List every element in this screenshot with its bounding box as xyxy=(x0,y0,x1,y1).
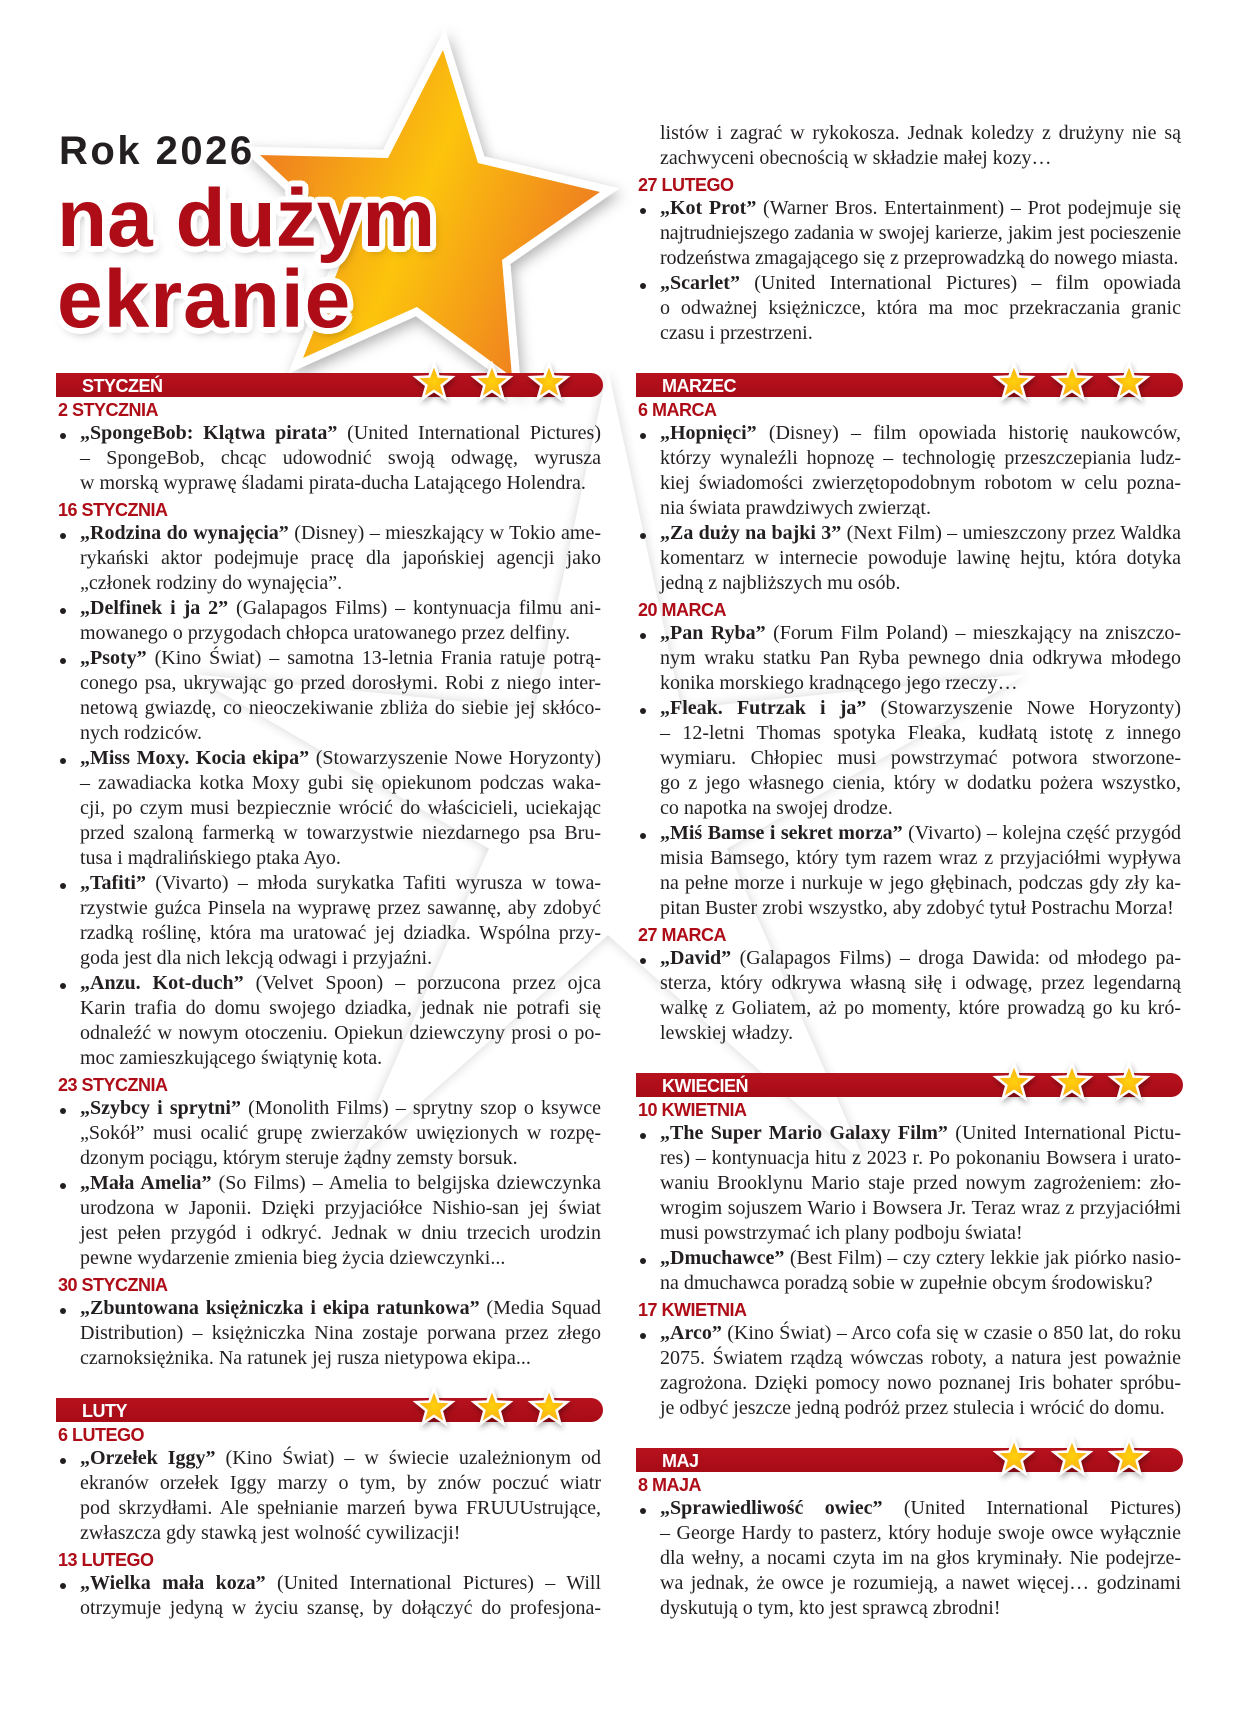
film-description-line: którzy wynaleźli hopnozę – technologię przeszczepiania ludz- xyxy=(660,447,1181,469)
film-description-line: otrzymuje jedyną w życiu szansę, by dołączyć do profesjona- xyxy=(80,1597,601,1619)
release-date-heading: 13 LUTEGO xyxy=(58,1550,154,1570)
film-item xyxy=(56,1298,603,1373)
bullet-icon xyxy=(60,758,66,764)
film-description-line: tusa i mądralińskiego ptaka Ayo. xyxy=(80,847,341,869)
bullet-icon xyxy=(60,658,66,664)
film-description-line: – 12-letni Thomas spotyka Fleaka, kudłatą istotę z innego xyxy=(660,722,1181,744)
month-header xyxy=(636,1073,1183,1098)
film-distributor-and-summary: (United International Pictures) xyxy=(903,1497,1182,1519)
film-distributor-and-summary: (Vivarto) – kolejna część przygód xyxy=(908,822,1182,844)
bullet-icon xyxy=(60,1308,66,1314)
star-icon xyxy=(474,364,510,398)
film-distributor-and-summary: (Stowarzyszenie Nowe Horyzonty) xyxy=(880,697,1181,719)
film-description-line: je odbyć jeszcze jedną podróż przez stulecia i wrócić do domu. xyxy=(660,1397,1165,1419)
film-first-line xyxy=(56,523,603,548)
film-description-line: odnaleźć w nowym otoczeniu. Opiekun dziewczyny prosi o po- xyxy=(80,1022,601,1044)
film-description-line: mowanego o przygodach chłopca uratowanego przez delfiny. xyxy=(80,622,571,644)
film-description-line: waniu Brooklynu Mario staje przed nowym zagrożeniem: zło- xyxy=(660,1172,1181,1194)
film-distributor-and-summary: (Disney) – mieszkający w Tokio ame- xyxy=(294,522,601,544)
film-title: „Rodzina do wynajęcia” xyxy=(80,522,289,544)
film-description-line: – George Hardy to pasterz, który hoduje swoje owce wyłącznie xyxy=(660,1522,1181,1544)
film-description-line: listów i zagrać w rykokosza. Jednak koledzy z drużyny nie są xyxy=(660,122,1181,144)
film-description-line: netową gwiazdę, co nieoczekiwanie zbliża do siebie jej skłóco- xyxy=(80,697,601,719)
film-distributor-and-summary: (Media Squad xyxy=(486,1297,601,1319)
film-distributor-and-summary: (Velvet Spoon) – porzucona przez ojca xyxy=(255,972,601,994)
month-header xyxy=(636,1448,1183,1473)
film-description-line: zwłaszcza gdy stawką jest wolność cywilizacji! xyxy=(80,1522,461,1544)
film-item xyxy=(636,198,1183,273)
film-item xyxy=(636,948,1183,1048)
film-title: „Delfinek i ja 2” xyxy=(80,597,229,619)
film-first-line xyxy=(636,1498,1183,1523)
bullet-icon xyxy=(640,283,646,289)
left-column xyxy=(56,373,603,1623)
star-icon xyxy=(531,364,567,398)
film-first-line xyxy=(636,273,1183,298)
film-title: „Miss Moxy. Kocia ekipa” xyxy=(80,747,310,769)
bullet-icon xyxy=(640,1333,646,1339)
film-first-line xyxy=(56,873,603,898)
film-title: „Miś Bamse i sekret morza” xyxy=(660,822,903,844)
film-description-line: 2075. Światem rządzą wówczas roboty, a natura jest poważnie xyxy=(660,1347,1181,1369)
film-title: „Mała Amelia” xyxy=(80,1172,212,1194)
release-date-heading: 27 LUTEGO xyxy=(638,175,734,195)
film-description-line: nym wraku statku Pan Ryba pewnego dnia odkrywa młodego xyxy=(660,647,1181,669)
bullet-icon xyxy=(640,633,646,639)
bullet-icon xyxy=(60,608,66,614)
film-distributor-and-summary: (Galapagos Films) – kontynuacja filmu ani- xyxy=(236,597,602,619)
film-distributor-and-summary: (Kino Świat) – samotna 13-letnia Frania ratuje potrą- xyxy=(154,647,601,669)
bullet-icon xyxy=(60,433,66,439)
film-description-line: – zawadiacka kotka Moxy gubi się opiekunom podczas waka- xyxy=(80,772,601,794)
film-description-line: jest pełen przygód i odkryć. Jednak w dniu trzecich urodzin xyxy=(80,1222,601,1244)
film-item xyxy=(56,648,603,748)
film-item xyxy=(636,523,1183,598)
film-description-line: pitan Buster zrobi wszystko, aby zdobyć tytuł Postrachu Morza! xyxy=(660,897,1174,919)
star-icon xyxy=(416,364,452,398)
film-description-line: „Sokół” musi ocalić grupę zwierzaków uwięzionych w rozpę- xyxy=(80,1122,601,1144)
film-item xyxy=(56,873,603,973)
release-date-heading: 30 STYCZNIA xyxy=(58,1275,168,1295)
film-distributor-and-summary: (Kino Świat) – w świecie uzależnionym od xyxy=(225,1447,601,1469)
month-header xyxy=(56,1398,603,1423)
month-header xyxy=(56,373,603,398)
film-title: „Zbuntowana księżniczka i ekipa ratunkowa” xyxy=(80,1297,480,1319)
film-description-line: Karin trafia do domu swojego dziadka, jednak nie potrafi się xyxy=(80,997,601,1019)
film-description-line: konika morskiego kradnącego jego rzeczy… xyxy=(660,672,1018,694)
film-item xyxy=(636,1323,1183,1423)
film-item xyxy=(56,1448,603,1548)
film-description-line: na pełne morze i nurkuje w jego głębinach, podczas gdy zły ka- xyxy=(660,872,1181,894)
bullet-icon xyxy=(640,1258,646,1264)
film-title: „David” xyxy=(660,947,732,969)
film-description-line: cji, po czym musi bezpiecznie wrócić do właścicieli, uciekając xyxy=(80,797,601,819)
film-description-line: wa jednak, że owce je rozumieją, a nawet więcej… godzinami xyxy=(660,1572,1181,1594)
film-first-line xyxy=(636,198,1183,223)
film-title: „Hopnięci” xyxy=(660,422,757,444)
bullet-icon xyxy=(60,533,66,539)
film-title: „The Super Mario Galaxy Film” xyxy=(660,1122,948,1144)
film-first-line xyxy=(56,1298,603,1323)
film-description-line: goda jest dla nich lekcją odwagi i przyjaźni. xyxy=(80,947,433,969)
film-title: „Sprawiedliwość owiec” xyxy=(660,1497,883,1519)
film-description-line: res) – kontynuacja hitu z 2023 r. Po pokonaniu Bowsera i urato- xyxy=(660,1147,1181,1169)
film-item xyxy=(56,1173,603,1273)
release-date-heading: 6 LUTEGO xyxy=(58,1425,145,1445)
star-icon xyxy=(1054,1064,1090,1098)
film-distributor-and-summary: (So Films) – Amelia to belgijska dziewczynka xyxy=(218,1172,601,1194)
release-date-heading: 23 STYCZNIA xyxy=(58,1075,168,1095)
star-icon xyxy=(1111,1439,1147,1473)
film-title: „SpongeBob: Klątwa pirata” xyxy=(80,422,338,444)
release-date-heading: 8 MAJA xyxy=(638,1475,702,1495)
film-distributor-and-summary: (Stowarzyszenie Nowe Horyzonty) xyxy=(315,747,601,769)
film-title: „Orzełek Iggy” xyxy=(80,1447,216,1469)
star-icon xyxy=(1111,1064,1147,1098)
film-title: „Tafiti” xyxy=(80,872,146,894)
film-distributor-and-summary: (Best Film) – czy cztery lekkie jak piórko nasio- xyxy=(789,1247,1181,1269)
right-column xyxy=(636,123,1183,1623)
film-first-line xyxy=(636,1323,1183,1348)
film-first-line xyxy=(56,598,603,623)
film-description-line: najtrudniejszego zadania w swojej karierze, jakim jest pocieszenie xyxy=(660,222,1181,244)
month-label: MARZEC xyxy=(662,376,736,396)
film-first-line xyxy=(636,948,1183,973)
film-description-line: dla wełny, a nocami czyta im na głos kryminały. Nie podejrze- xyxy=(660,1547,1181,1569)
page-title-line-2: ekranie xyxy=(57,254,352,345)
release-date-heading: 20 MARCA xyxy=(638,600,727,620)
bullet-icon xyxy=(640,533,646,539)
film-item xyxy=(636,423,1183,523)
film-item xyxy=(56,1573,603,1623)
release-date-heading: 27 MARCA xyxy=(638,925,727,945)
film-description-line: conego psa, ukrywając go przed dorosłymi. Robi z niego inter- xyxy=(80,672,601,694)
bullet-icon xyxy=(640,433,646,439)
film-title: „Wielka mała koza” xyxy=(80,1572,266,1594)
film-first-line xyxy=(56,973,603,998)
bullet-icon xyxy=(60,883,66,889)
bullet-icon xyxy=(640,1133,646,1139)
film-description-line: ekranów orzełek Iggy marzy o tym, by znów poczuć wiatr xyxy=(80,1472,601,1494)
star-icon xyxy=(996,364,1032,398)
film-first-line xyxy=(636,623,1183,648)
film-description-line: moc zamieszkującego świątynię kota. xyxy=(80,1047,383,1069)
film-item xyxy=(636,1248,1183,1298)
film-description-line: czasu i przestrzeni. xyxy=(660,322,813,344)
film-first-line xyxy=(636,423,1183,448)
film-description-line: rzystwie guźca Pinsela na wyprawę przez sawannę, aby zdobyć xyxy=(80,897,601,919)
film-description-line: go z jego własnego cienia, który w dodatku pożera wszystko, xyxy=(660,772,1181,794)
film-description-line: sterza, który odkrywa własną siłę i odwagę, przez legendarną xyxy=(660,972,1181,994)
month-label: KWIECIEŃ xyxy=(662,1076,748,1096)
film-description-line: dyskutują o tym, kto jest sprawcą zbrodni! xyxy=(660,1597,1001,1619)
film-first-line xyxy=(56,748,603,773)
film-first-line xyxy=(56,1098,603,1123)
bullet-icon xyxy=(640,958,646,964)
year-label: Rok 2026 xyxy=(59,129,255,173)
month-header xyxy=(636,373,1183,398)
page-title-line-1: na dużym xyxy=(57,173,436,264)
bullet-icon xyxy=(60,1583,66,1589)
film-description-line: nia świata prawdziwych zwierząt. xyxy=(660,497,931,519)
bullet-icon xyxy=(640,833,646,839)
star-icon xyxy=(474,1389,510,1423)
bullet-icon xyxy=(640,708,646,714)
star-icon xyxy=(996,1439,1032,1473)
star-icon xyxy=(996,1064,1032,1098)
film-first-line xyxy=(56,1448,603,1473)
film-first-line xyxy=(56,423,603,448)
film-title: „Arco” xyxy=(660,1322,722,1344)
film-title: „Psoty” xyxy=(80,647,147,669)
film-description-line: rodzeństwa zmagającego się z przeprowadzką do nowego miasta. xyxy=(660,247,1179,269)
star-icon xyxy=(1111,364,1147,398)
film-description-line: dzonym pociągu, którym steruje żądny zemsty borsuk. xyxy=(80,1147,518,1169)
film-description-line: przed szaloną farmerką w towarzystwie niezdarnego psa Bru- xyxy=(80,822,601,844)
release-date-heading: 2 STYCZNIA xyxy=(58,400,159,420)
film-description-line: rykański aktor podejmuje pracę dla japońskiej agencji jako xyxy=(80,547,601,569)
release-date-heading: 17 KWIETNIA xyxy=(638,1300,747,1320)
film-description-line: zachwyceni obecnością w składzie małej kozy… xyxy=(660,147,1052,169)
bullet-icon xyxy=(60,1183,66,1189)
film-item xyxy=(56,598,603,648)
film-first-line xyxy=(636,523,1183,548)
film-title: „Fleak. Futrzak i ja” xyxy=(660,697,867,719)
bullet-icon xyxy=(60,983,66,989)
film-description-line: wymiaru. Chłopiec musi powstrzymać potwora stworzone- xyxy=(660,747,1181,769)
film-description-line: o odważnej księżniczce, która ma moc przekraczania granic xyxy=(660,297,1181,319)
release-date-heading: 16 STYCZNIA xyxy=(58,500,168,520)
film-item xyxy=(636,273,1183,348)
film-description-line: w morską wyprawę śladami pirata-ducha Latającego Holendra. xyxy=(80,472,586,494)
month-label: LUTY xyxy=(82,1401,127,1421)
film-first-line xyxy=(636,698,1183,723)
film-description-line: czarnoksiężnika. Na ratunek jej rusza nietypowa ekipa... xyxy=(80,1347,531,1369)
film-description-line: na dmuchawca poradzą sobie w zupełnie obcym środowisku? xyxy=(660,1272,1153,1294)
film-distributor-and-summary: (Disney) – film opowiada historię naukowców, xyxy=(768,422,1181,444)
film-description-line: pod skrzydłami. Ale spełnianie marzeń bywa FRUUUstrujące, xyxy=(80,1497,601,1519)
film-first-line xyxy=(636,1123,1183,1148)
star-icon xyxy=(531,1389,567,1423)
film-title: „Kot Prot” xyxy=(660,197,757,219)
film-title: „Za duży na bajki 3” xyxy=(660,522,842,544)
film-item xyxy=(636,623,1183,698)
film-title: „Anzu. Kot-duch” xyxy=(80,972,244,994)
bullet-icon xyxy=(640,1508,646,1514)
film-item xyxy=(56,1098,603,1173)
film-distributor-and-summary: (Monolith Films) – sprytny szop o ksywce xyxy=(248,1097,602,1119)
bullet-icon xyxy=(640,208,646,214)
month-label: MAJ xyxy=(662,1451,699,1471)
film-description-line: walkę z Goliatem, aż po momenty, które prowadzą go ku kró- xyxy=(660,997,1181,1019)
film-description-line: kiej świadomości zwierzętopodobnym robotom w celu pozna- xyxy=(660,472,1181,494)
bullet-icon xyxy=(60,1458,66,1464)
film-description-line: – SpongeBob, chcąc udowodnić swoją odwagę, wyrusza xyxy=(80,447,601,469)
film-first-line xyxy=(636,823,1183,848)
film-first-line xyxy=(56,1573,603,1598)
film-distributor-and-summary: (Vivarto) – młoda surykatka Tafiti wyrusza w towa- xyxy=(155,872,602,894)
bullet-icon xyxy=(60,1108,66,1114)
release-date-heading: 10 KWIETNIA xyxy=(638,1100,747,1120)
film-item xyxy=(636,1123,1183,1248)
film-description-line: lewskiej władzy. xyxy=(660,1022,794,1044)
film-item xyxy=(636,1498,1183,1623)
film-first-line xyxy=(56,1173,603,1198)
star-icon xyxy=(1054,1439,1090,1473)
film-title: „Pan Ryba” xyxy=(660,622,766,644)
film-item xyxy=(56,423,603,498)
film-item xyxy=(56,748,603,873)
film-description-line: urodzona w Japonii. Dzięki przyjaciółce Nishio-san jej świat xyxy=(80,1197,601,1219)
film-item-continued xyxy=(636,123,1183,173)
film-title: „Scarlet” xyxy=(660,272,740,294)
film-distributor-and-summary: (United International Pictures) – film opowiada xyxy=(754,272,1182,294)
film-description-line: Distribution) – księżniczka Nina zostaje porwana przez złego xyxy=(80,1322,601,1344)
film-description-line: co napotka na swojej drodze. xyxy=(660,797,893,819)
film-description-line: wrogim sojuszem Wario i Bowsera Jr. Teraz wraz z przyjaciółmi xyxy=(660,1197,1181,1219)
release-date-heading: 6 MARCA xyxy=(638,400,717,420)
film-description-line: „członek rodziny do wynajęcia”. xyxy=(80,572,343,594)
film-distributor-and-summary: (United International Pictures) xyxy=(347,422,601,444)
film-title: „Szybcy i sprytni” xyxy=(80,1097,241,1119)
film-description-line: pewne wydarzenie zmienia bieg życia dziewczynki... xyxy=(80,1247,506,1269)
star-icon xyxy=(416,1389,452,1423)
film-description-line: misia Bamsego, który tym razem wraz z przyjaciółmi wypływa xyxy=(660,847,1181,869)
film-item xyxy=(636,698,1183,823)
star-icon xyxy=(1054,364,1090,398)
film-distributor-and-summary: (Galapagos Films) – droga Dawida: od młodego pa- xyxy=(739,947,1181,969)
film-distributor-and-summary: (Forum Film Poland) – mieszkający na zniszczo- xyxy=(773,622,1182,644)
film-distributor-and-summary: (Kino Świat) – Arco cofa się w czasie o 850 lat, do roku xyxy=(727,1322,1182,1344)
film-distributor-and-summary: (Warner Bros. Entertainment) – Prot podejmuje się xyxy=(763,197,1182,219)
film-distributor-and-summary: (United International Pictures) – Will xyxy=(276,1572,602,1594)
film-first-line xyxy=(56,648,603,673)
film-first-line xyxy=(636,1248,1183,1273)
film-distributor-and-summary: (United International Pictu- xyxy=(955,1122,1182,1144)
film-description-line: musi powstrzymać ich plany podboju świata! xyxy=(660,1222,1023,1244)
film-description-line: nych rodziców. xyxy=(80,722,202,744)
film-item xyxy=(56,523,603,598)
film-description-line: rzadką roślinę, która ma uratować jej dziadka. Wspólna przy- xyxy=(80,922,601,944)
film-description-line: jedną z najbliższych mu osób. xyxy=(660,572,901,594)
film-description-line: komentarz w internecie powoduje lawinę hejtu, która dotyka xyxy=(660,547,1181,569)
month-label: STYCZEŃ xyxy=(82,376,163,396)
film-item xyxy=(636,823,1183,923)
film-description-line: zagrożona. Dzięki pomocy nowo poznanej Iris bohater spróbu- xyxy=(660,1372,1181,1394)
film-title: „Dmuchawce” xyxy=(660,1247,785,1269)
film-distributor-and-summary: (Next Film) – umieszczony przez Waldka xyxy=(846,522,1181,544)
film-item xyxy=(56,973,603,1073)
